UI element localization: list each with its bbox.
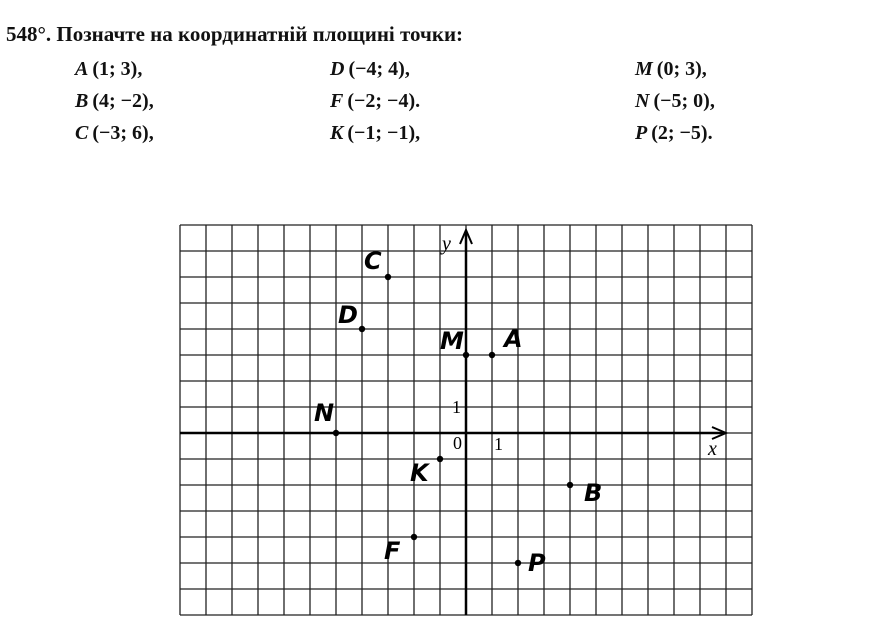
point-name: C (75, 122, 89, 144)
point-coords: (1; 3), (92, 58, 143, 80)
point-name: N (635, 90, 650, 112)
point-coords: (−2; −4). (347, 90, 421, 112)
point-name: A (75, 58, 89, 80)
point-label-F: F (384, 537, 401, 565)
point-label-B: B (584, 479, 603, 507)
point-marker-D (359, 326, 365, 332)
point-label-M: M (440, 327, 464, 355)
point-name: M (635, 58, 653, 80)
unit-y-label: 1 (452, 397, 461, 417)
point-label-C: C (364, 247, 382, 275)
point-marker-C (385, 274, 391, 280)
origin-label: 0 (453, 433, 462, 453)
point-label-A: A (504, 325, 523, 353)
point-marker-N (333, 430, 339, 436)
point-coords: (0; 3), (656, 58, 707, 80)
y-axis-label: y (442, 233, 451, 255)
exercise-number: 548°. (6, 22, 52, 46)
point-coords: (2; −5). (651, 122, 713, 144)
point-label-D: D (338, 301, 358, 329)
point-name: D (330, 58, 345, 80)
point-name: F (330, 90, 344, 112)
point-marker-P (515, 560, 521, 566)
point-name: P (635, 122, 648, 144)
unit-x-label: 1 (494, 434, 503, 454)
point-coords: (−4; 4), (348, 58, 410, 80)
point-coords: (−5; 0), (653, 90, 715, 112)
point-marker-F (411, 534, 417, 540)
point-label-P: P (528, 549, 546, 577)
point-label-K: K (410, 459, 429, 487)
point-coords: (−1; −1), (347, 122, 421, 144)
point-label-N: N (314, 399, 335, 427)
x-axis-label: x (708, 438, 717, 460)
point-name: K (330, 122, 344, 144)
point-marker-K (437, 456, 443, 462)
point-name: B (75, 90, 89, 112)
point-coords: (4; −2), (92, 90, 154, 112)
exercise-instruction: Позначте на координатній площині точки: (56, 22, 464, 46)
point-coords: (−3; 6), (92, 122, 154, 144)
point-marker-A (489, 352, 495, 358)
point-marker-B (567, 482, 573, 488)
